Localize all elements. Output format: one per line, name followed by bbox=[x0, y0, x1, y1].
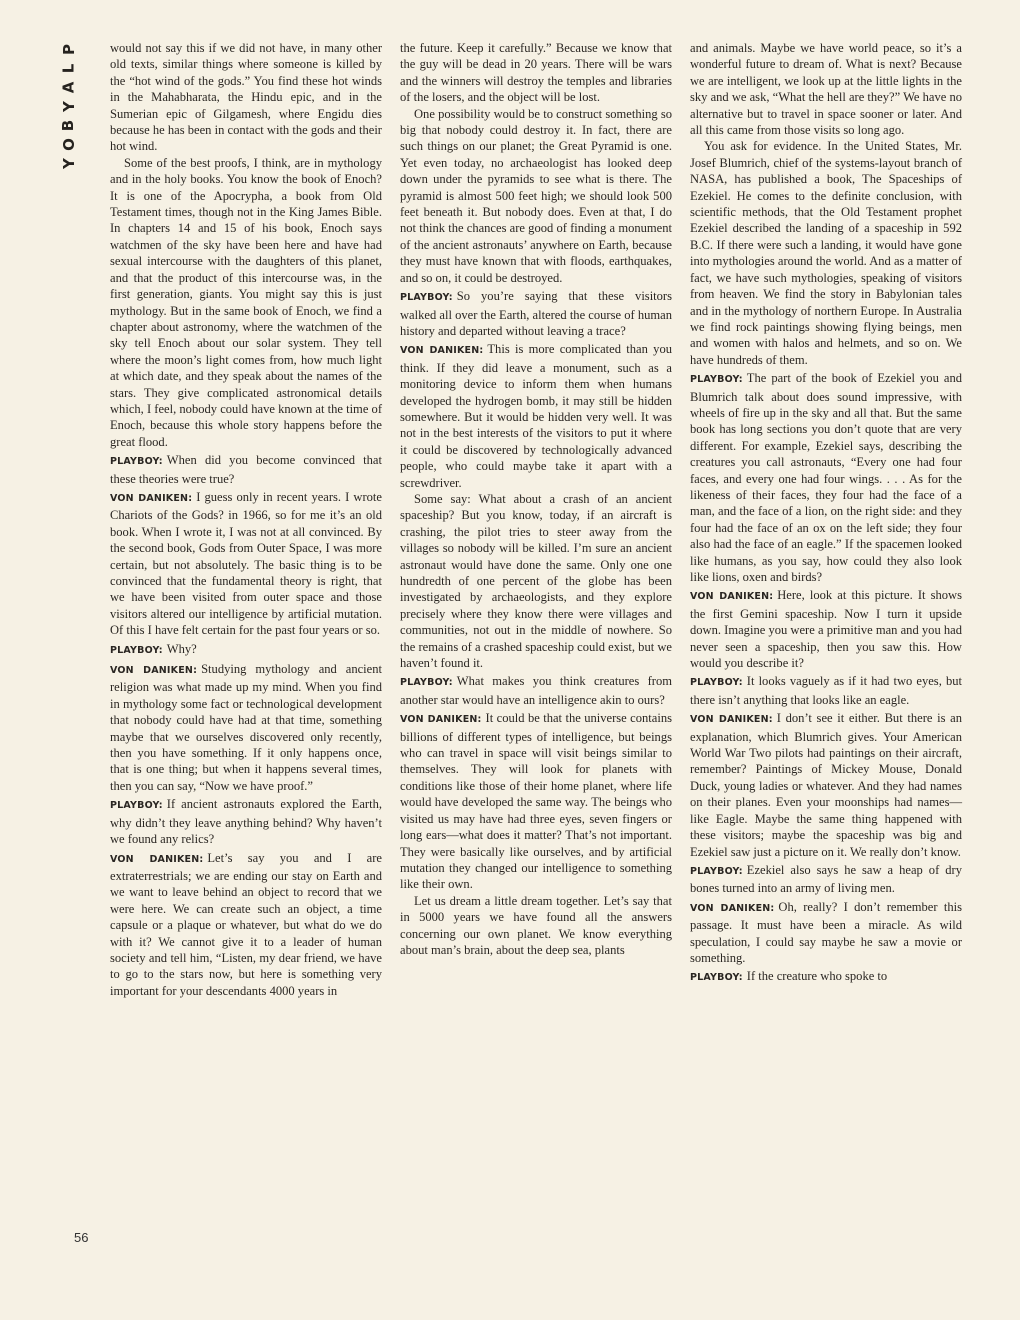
speaker-label: PLAYBOY: bbox=[110, 800, 163, 812]
body-paragraph bbox=[400, 40, 672, 106]
interview-exchange bbox=[690, 899, 962, 967]
body-paragraph bbox=[400, 893, 672, 959]
paragraph-text: What makes you think creatures from another star would have an intelligence akin to ours? bbox=[400, 674, 672, 707]
interview-exchange bbox=[110, 452, 382, 487]
speaker-label: VON DANIKEN: bbox=[690, 591, 774, 603]
paragraph-text: Ezekiel also says he saw a heap of dry bones turned into an army of living men. bbox=[690, 862, 962, 896]
text-column-1 bbox=[110, 40, 382, 999]
speaker-label: VON DANIKEN: bbox=[690, 902, 775, 914]
body-paragraph bbox=[690, 40, 962, 138]
paragraph-text: Let us dream a little dream together. Let’s say that in 5000 years we have found all the answers concerning our own planet. We know everything about man’s brain, about the deep sea, plants bbox=[400, 893, 672, 957]
masthead-letter: Y bbox=[59, 101, 78, 112]
paragraph-text: I guess only in recent years. I wrote Chariots of the Gods? in 1966, so for me it’s an old book. When I wrote it, I was not at all convinced. By the second book, Gods from Outer Space, I was more certain, but not absolutely. The basic thing is to be convinced that the fundamental theory is right, that we have been visited from outer space and those visitors altered our intelligence by artificial mutation. Of this I have felt certain for the past four years or so. bbox=[110, 489, 382, 638]
interview-exchange bbox=[110, 796, 382, 847]
masthead-letter: Y bbox=[59, 158, 78, 169]
paragraph-text: It could be that the universe contains billions of different types of intelligence, but beings who can travel in space will visit beings similar to themselves. They will look for planets with conditions like those of their home planet, where life would have developed the same way. The beings who visited us may have had three eyes, seven fingers or long ears—what does it matter? That’s not important. They were basically like ourselves, and by artificial mutation they changed our intelligence to something like their own. bbox=[400, 711, 672, 892]
body-paragraph bbox=[400, 491, 672, 671]
paragraph-text: the future. Keep it carefully.” Because we know that the guy will be dead in 20 years. There will be wars and the winners will destroy the temples and libraries of the losers, and the object will be lost. bbox=[400, 41, 672, 105]
interview-exchange bbox=[690, 862, 962, 897]
interview-exchange bbox=[110, 641, 382, 659]
paragraph-text: The part of the book of Ezekiel you and Blumrich talk about does sound impressive, with wheels of fire up in the sky and all that. But the same book has long sections you don’t quote that are very different. For example, Ezekiel says, describing the creatures you call astronauts, “Every one had four faces, and every one had four wings. . . . As for the likeness of their faces, they four had the face of a man, and the face of a lion, on the right side: and they four had the face of an ox on the left side; they four also had the face of an eagle.” If the spacemen looked like humans, as you say, how could they also look like lions, oxen and birds? bbox=[690, 371, 962, 584]
body-paragraph bbox=[110, 155, 382, 450]
speaker-label: PLAYBOY: bbox=[690, 972, 743, 984]
paragraph-text: Here, look at this picture. It shows the first Gemini spaceship. Now I turn it upside down. Imagine you were a primitive man and you had never seen a spaceship, then you saw this. How would you describe it? bbox=[690, 588, 962, 671]
speaker-label: PLAYBOY: bbox=[690, 374, 743, 386]
paragraph-text: One possibility would be to construct something so big that nobody could destroy it. In fact, there are such things on our planet; the Great Pyramid is one. Yet even today, no archaeologist has looked deep down under the pyramids to see what is there. The pyramid is almost 500 feet high; we should look 500 feet beneath it. But nobody does. Even at that, I do not think the chances are good of finding a monument of the ancient astronauts’ anywhere on Earth, because they must have known that with floods, earthquakes, and so on, it could be destroyed. bbox=[400, 106, 672, 285]
paragraph-text: You ask for evidence. In the United States, Mr. Josef Blumrich, chief of the systems-layout branch of NASA, has published a book, The Spaceships of Ezekiel. He comes to the definite conclusion, with scientific methods, that the Old Testament prophet Ezekiel described the landing of a spaceship in 592 B.C. If there were such a landing, it would have gone into mythologies around the world. And as a matter of fact, we have such mythologies, speaking of visitors from heaven. We find the story in Babylonian tales and in the mythology of northern Europe. In Australia we find rock paintings showing flying beings, men and women with halos and helmets, and so on. We have hundreds of them. bbox=[690, 139, 962, 367]
paragraph-text: It looks vaguely as if it had two eyes, but there isn’t anything that looks like an eagle. bbox=[690, 674, 962, 707]
speaker-label: VON DANIKEN: bbox=[110, 853, 204, 865]
speaker-label: VON DANIKEN: bbox=[400, 714, 482, 726]
speaker-label: VON DANIKEN: bbox=[400, 345, 484, 357]
paragraph-text: Let’s say you and I are extraterrestrials; we are ending our stay on Earth and we want to leave behind an object to record that we were here. We can create such an object, a time capsule or a plaque or whatever, but what do we do with it? We cannot give it to a leader of human society and tell him, “Listen, my dear friend, we have to go to the stars now, but here is something very important for your descendants 4000 years in bbox=[110, 850, 382, 998]
interview-exchange bbox=[690, 673, 962, 708]
body-paragraph bbox=[690, 138, 962, 368]
masthead-letter: L bbox=[59, 63, 78, 74]
interview-exchange bbox=[110, 489, 382, 639]
paragraph-text: So you’re saying that these visitors walked all over the Earth, altered the course of human history and departed without leaving a trace? bbox=[400, 289, 672, 338]
interview-exchange bbox=[400, 341, 672, 491]
masthead-letter: A bbox=[59, 81, 78, 94]
masthead-letter: P bbox=[59, 44, 78, 55]
interview-exchange bbox=[400, 673, 672, 708]
paragraph-text: Some say: What about a crash of an ancient spaceship? But you know, today, if an aircraft is crashing, the pilot tries to steer away from the villages so nobody will be killed. I’m sure an ancient astronaut would have done the same. Only one one hundredth of one percent of the globe has been investigated by archaeologists, and they explore precisely where they know there were villages and communities, not out in the middle of nowhere. So the remains of a crashed spaceship could exist, but we haven’t found it. bbox=[400, 491, 672, 671]
speaker-label: VON DANIKEN: bbox=[110, 665, 198, 677]
paragraph-text: If the creature who spoke to bbox=[746, 969, 888, 984]
speaker-label: PLAYBOY: bbox=[400, 677, 453, 689]
paragraph-text: If ancient astronauts explored the Earth, why didn’t they leave anything behind? Why haven’t we found any relics? bbox=[110, 797, 382, 847]
body-paragraph bbox=[110, 40, 382, 155]
speaker-label: PLAYBOY: bbox=[400, 292, 453, 304]
paragraph-text: This is more complicated than you think. If they did leave a monument, such as a monitoring device to inform them when humans developed the hydrogen bomb, it may still be hidden somewhere. But it would be hidden very well. It was not in the best interests of the visitors to put it where it could be discovered by technologically advanced people, who could maybe take it apart with a screwdriver. bbox=[400, 342, 672, 490]
interview-exchange bbox=[110, 661, 382, 794]
speaker-label: VON DANIKEN: bbox=[690, 714, 773, 726]
paragraph-text: When did you become convinced that these theories were true? bbox=[110, 453, 382, 486]
text-column-2 bbox=[400, 40, 672, 958]
speaker-label: PLAYBOY: bbox=[690, 865, 743, 877]
paragraph-text: Why? bbox=[166, 641, 197, 656]
page-number: 56 bbox=[74, 1230, 89, 1245]
paragraph-text: Oh, really? I don’t remember this passage. It must have been a miracle. As wild speculation, I could say maybe he saw a movie or something. bbox=[690, 899, 962, 965]
interview-exchange bbox=[690, 710, 962, 860]
body-paragraph bbox=[400, 106, 672, 286]
interview-exchange bbox=[400, 710, 672, 892]
text-column-3 bbox=[690, 40, 962, 987]
interview-exchange bbox=[400, 288, 672, 339]
masthead bbox=[56, 40, 82, 173]
paragraph-text: Some of the best proofs, I think, are in mythology and in the holy books. You know the book of Enoch? It is one of the Apocrypha, a book from Old Testament times, though not in the King James Bible. In chapters 14 and 15 of his book, Enoch says watchmen of the sky have been here and have had sexual intercourse with the daughters of this planet, and that the product of this intercourse was, in the first generation, giants. You might say this is just mythology. But in the same book of Enoch, we find a chapter about astronomy, where the watchmen of the sky tell Enoch about our solar system. They tell where the moon’s light comes from, how much light at which date, and they speak about the names of the stars. They give complicated astronomical details which, I feel, nobody could have known at the time of Enoch, because this whole story happens before the great flood. bbox=[110, 155, 382, 449]
paragraph-text: and animals. Maybe we have world peace, so it’s a wonderful future to dream of. What is next? Because we are intelligent, we look up at the little lights in the sky and we ask, “What the hell are they?” We have no alternative but to travel in space sooner or later. And all this came from those visits so long ago. bbox=[690, 41, 962, 138]
interview-exchange bbox=[110, 850, 382, 1000]
speaker-label: PLAYBOY: bbox=[690, 677, 743, 689]
masthead-letter: B bbox=[59, 119, 78, 132]
paragraph-text: Studying mythology and ancient religion was what made up my mind. When you find in mythology some fact or technological development that nobody could have had at that time, something maybe that we ourselves discovered only recently, then you have something. If it only happens once, that is one thing; but when it happens several times, then you can say, “Now we have proof.” bbox=[110, 662, 382, 793]
interview-exchange bbox=[690, 587, 962, 671]
speaker-label: PLAYBOY: bbox=[110, 644, 163, 656]
interview-exchange bbox=[690, 370, 962, 585]
paragraph-text: I don’t see it either. But there is an explanation, which Blumrich gives. Your American World War Two pilots had paintings on their aircraft, remember? Paintings of Mickey Mouse, Donald Duck, young ladies or whatever. And they had names on their planes. Even your moonships had names—like Eagle. Maybe the same thing happened with these visitors; maybe the spaceship was big and Ezekiel saw just a picture on it. We really don’t know. bbox=[690, 711, 962, 859]
speaker-label: PLAYBOY: bbox=[110, 456, 163, 468]
interview-exchange bbox=[690, 968, 962, 986]
speaker-label: VON DANIKEN: bbox=[110, 492, 193, 504]
paragraph-text: would not say this if we did not have, in many other old texts, similar things where someone is killed by the “hot wind of the gods.” You find these hot winds in the Mahabharata, the Hindu epic, and in the Sumerian epic of Gilgamesh, where Engidu dies because he has been in contact with the gods and their hot wind. bbox=[110, 41, 382, 154]
masthead-letter: O bbox=[59, 138, 78, 151]
